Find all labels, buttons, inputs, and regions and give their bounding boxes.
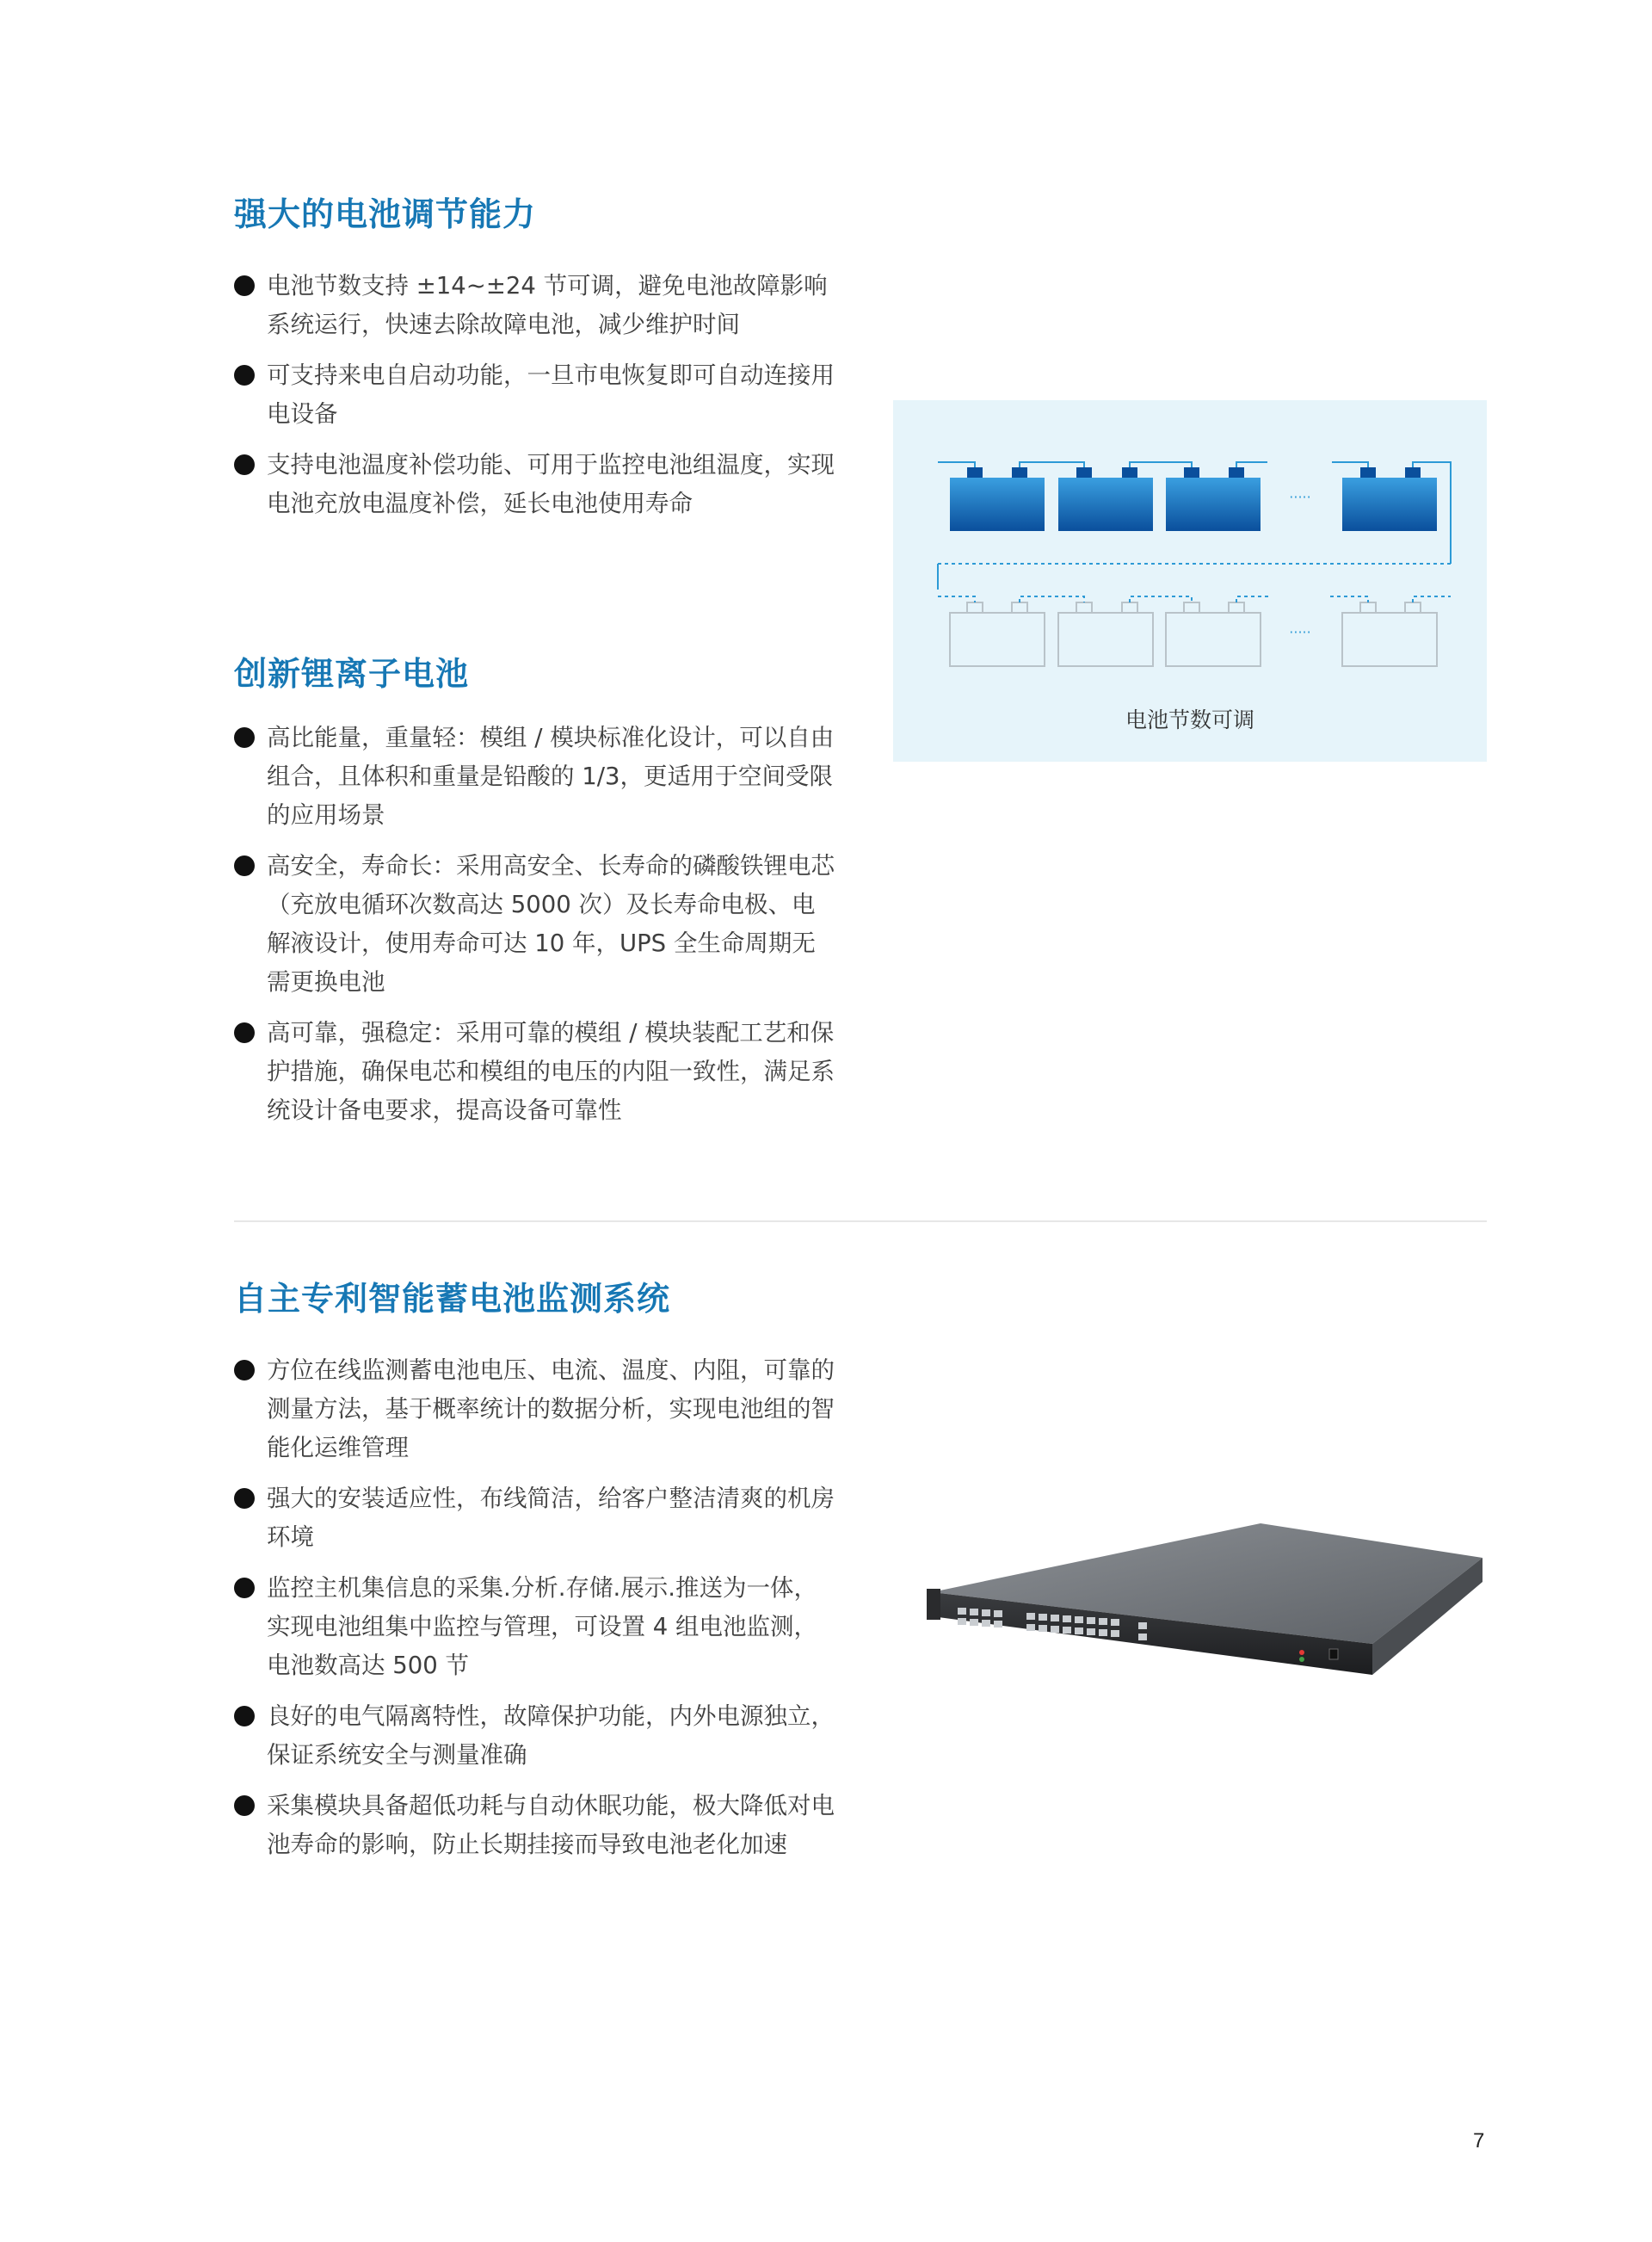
monitoring-host-device-image xyxy=(925,1506,1484,1713)
list-item: 强大的安装适应性，布线简洁，给客户整洁清爽的机房环境 xyxy=(234,1479,836,1557)
bullet-dot-icon xyxy=(234,365,255,386)
list-item: 可支持来电自启动功能，一旦市电恢复即可自动连接用电设备 xyxy=(234,356,836,434)
bullet-dot-icon xyxy=(234,1360,255,1380)
list-item: 高比能量，重量轻：模组 / 模块标准化设计，可以自由组合，且体积和重量是铅酸的 1/3，更适用于空间受限的应用场景 xyxy=(234,719,836,835)
battery-row-optional xyxy=(950,602,1437,666)
bullet-dot-icon xyxy=(234,1488,255,1509)
battery-row-active xyxy=(950,467,1437,531)
bullet-list-battery-monitoring xyxy=(234,1351,836,1876)
page-number: 7 xyxy=(1473,2129,1485,2152)
bullet-dot-icon xyxy=(234,727,255,748)
battery-icon xyxy=(1058,467,1153,531)
battery-icon xyxy=(1166,467,1261,531)
diagram-caption: 电池节数可调 xyxy=(1125,707,1254,732)
bullet-dot-icon xyxy=(234,1022,255,1043)
list-item: 良好的电气隔离特性，故障保护功能，内外电源独立，保证系统安全与测量准确 xyxy=(234,1697,836,1775)
rack-ear-left xyxy=(927,1589,940,1620)
battery-ellipsis: ····· xyxy=(1289,489,1311,505)
battery-icon xyxy=(1342,467,1437,531)
section-title-battery-monitoring: 自主专利智能蓄电池监测系统 xyxy=(234,1280,671,1318)
list-item: 采集模块具备超低功耗与自动休眠功能，极大降低对电池寿命的影响，防止长期挂接而导致电池老化加速 xyxy=(234,1787,836,1864)
bullet-dot-icon xyxy=(234,855,255,876)
battery-outline-icon xyxy=(1058,602,1153,666)
battery-outline-icon xyxy=(950,602,1045,666)
list-item: 电池节数支持 ±14~±24 节可调，避免电池故障影响系统运行，快速去除故障电池，减少维护时间 xyxy=(234,267,836,344)
battery-icon xyxy=(950,467,1045,531)
bullet-dot-icon xyxy=(234,1706,255,1726)
rack-server-illustration xyxy=(925,1506,1484,1713)
list-item: 方位在线监测蓄电池电压、电流、温度、内阻，可靠的测量方法，基于概率统计的数据分析，实现电池组的智能化运维管理 xyxy=(234,1351,836,1467)
battery-count-diagram xyxy=(893,400,1487,762)
bullet-dot-icon xyxy=(234,1578,255,1598)
bullet-dot-icon xyxy=(234,1795,255,1816)
bullet-list-battery-adjust xyxy=(234,267,836,535)
bullet-dot-icon xyxy=(234,454,255,475)
battery-outline-icon xyxy=(1342,602,1437,666)
list-item: 支持电池温度补偿功能、可用于监控电池组温度，实现电池充放电温度补偿，延长电池使用寿命 xyxy=(234,446,836,523)
battery-outline-icon xyxy=(1166,602,1261,666)
list-item: 监控主机集信息的采集.分析.存储.展示.推送为一体，实现电池组集中监控与管理，可设置 4 组电池监测，电池数高达 500 节 xyxy=(234,1569,836,1685)
section-title-battery-adjust: 强大的电池调节能力 xyxy=(234,195,537,233)
bullet-dot-icon xyxy=(234,275,255,296)
section-divider xyxy=(234,1220,1487,1222)
battery-bottom-dashed-wires xyxy=(938,596,1451,602)
list-item: 高可靠，强稳定：采用可靠的模组 / 模块装配工艺和保护措施，确保电芯和模组的电压的内阻一致性，满足系统设计备电要求，提高设备可靠性 xyxy=(234,1014,836,1130)
bullet-list-lithium-battery xyxy=(234,719,836,1142)
battery-ellipsis-optional: ····· xyxy=(1289,624,1311,640)
list-item: 高安全，寿命长：采用高安全、长寿命的磷酸铁锂电芯（充放电循环次数高达 5000 次）及长寿命电极、电解液设计，使用寿命可达 10 年，UPS 全生命周期无需更换电池 xyxy=(234,847,836,1002)
section-title-lithium-battery: 创新锂离子电池 xyxy=(234,655,470,693)
